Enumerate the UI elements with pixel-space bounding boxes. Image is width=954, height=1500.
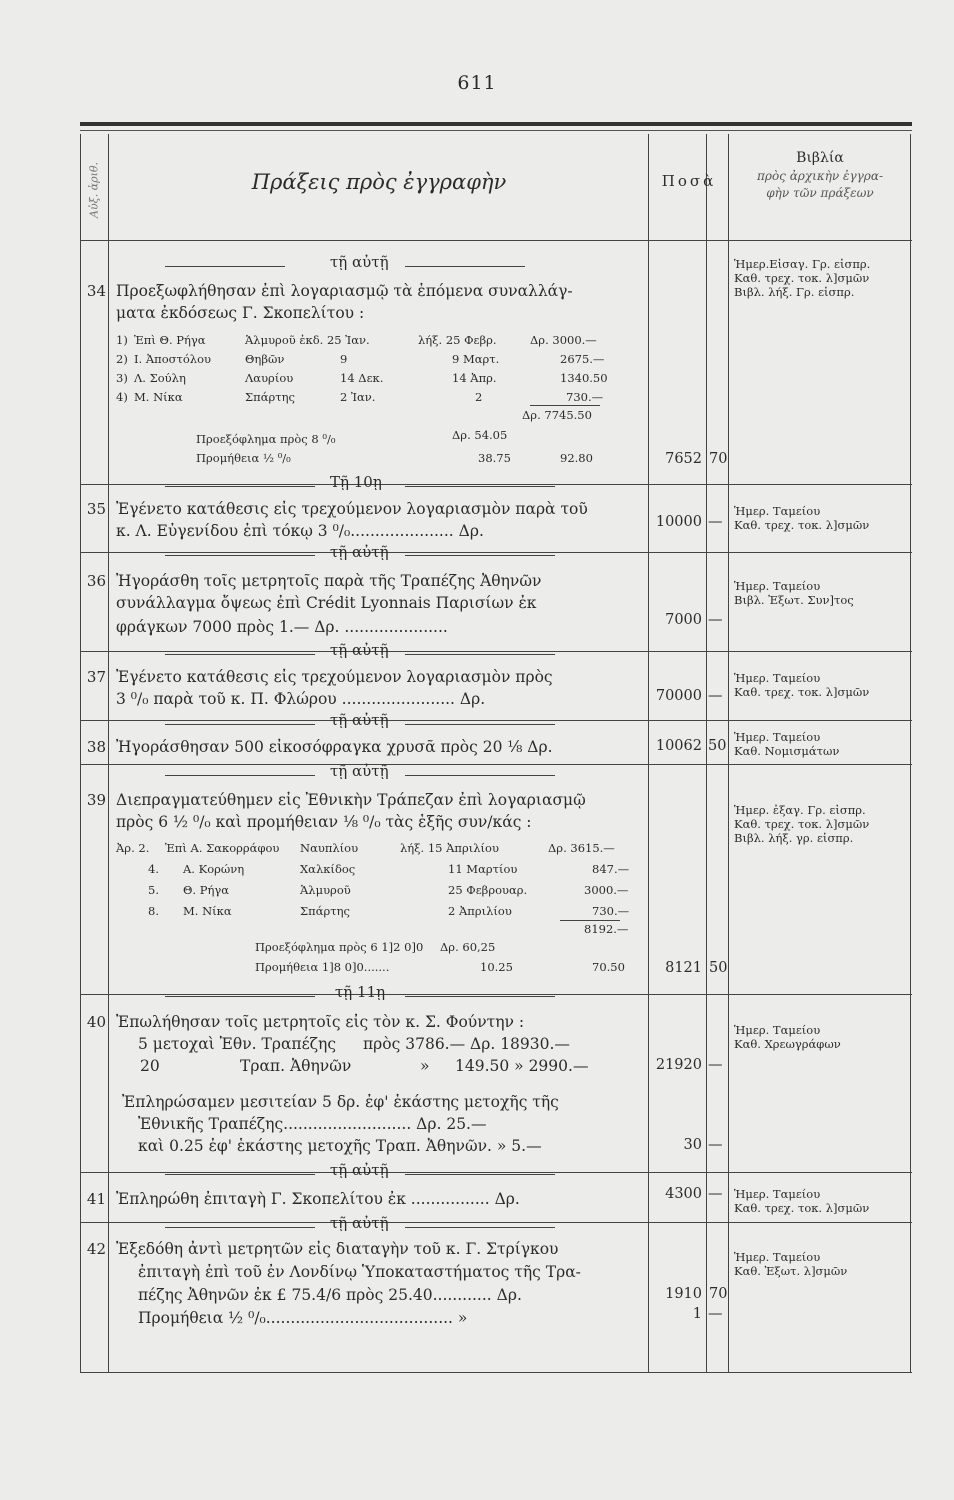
col-divider-cents <box>706 134 707 1372</box>
top-rule-thin <box>80 130 912 131</box>
entry-41-amount: 4300 <box>665 1186 702 1202</box>
header-title: Πράξεις πρὸς ἐγγραφὴν <box>251 170 507 194</box>
entry-34-line1: Προεξωφλήθησαν ἐπὶ λογαριασμῷ τὰ ἑπόμενα συναλλάγ- <box>116 282 573 300</box>
entry-34-number: 34 <box>86 282 106 300</box>
entry-38-date: τῇ αὐτῇ <box>330 711 389 729</box>
entry-38-amount: 10062 <box>655 738 702 754</box>
entry-39-amount: 8121 <box>665 960 702 976</box>
table-bottom-rule <box>80 1372 912 1373</box>
entry-40-amount-2: 30 <box>683 1137 702 1153</box>
entry-35-date: Τῇ 10ῃ <box>330 473 382 491</box>
entry-36-date: τῇ αὐτῇ <box>330 543 389 561</box>
header-books-sub: πρὸς ἀρχικὴν ἐγγρα- φὴν τῶν πράξεων <box>757 169 883 200</box>
entry-41-date: τῇ αὐτῇ <box>330 1161 389 1179</box>
entry-34-date: τῇ αὐτῇ <box>330 253 389 271</box>
entry-42-amount-2: 1 <box>692 1306 702 1322</box>
entry-34-amount: 7652 <box>665 451 702 467</box>
header-amount-col: Ποσὰ <box>661 172 717 190</box>
header-number-col: Αὐξ. ἀριθ. <box>87 162 101 219</box>
entry-36-number: 36 <box>86 572 106 590</box>
entry-40-number: 40 <box>86 1013 106 1031</box>
entry-34-line2: ματα ἐκδόσεως Γ. Σκοπελίτου : <box>116 304 365 322</box>
entry-34-cents: 70 <box>709 451 728 467</box>
top-rule <box>80 122 912 126</box>
col-divider-amount <box>728 134 729 1372</box>
header-books-col: Βιβλία <box>796 150 844 166</box>
entry-41-number: 41 <box>86 1190 106 1208</box>
entry-39-date: τῇ αὐτῇ <box>330 762 389 780</box>
entry-42-amount-1: 1910 <box>665 1286 702 1302</box>
entry-37-amount: 70000 <box>655 688 702 704</box>
entry-37-date: τῇ αὐτῇ <box>330 641 389 659</box>
entry-40-date: τῇ 11ῃ <box>335 983 386 1001</box>
entry-42-number: 42 <box>86 1240 106 1258</box>
entry-38-number: 38 <box>86 738 106 756</box>
page-number: 611 <box>457 72 497 94</box>
entry-40-amount-1: 21920 <box>655 1057 702 1073</box>
entry-37-number: 37 <box>86 668 106 686</box>
col-divider-num <box>108 134 109 1372</box>
border-right <box>910 134 911 1372</box>
entry-39-number: 39 <box>86 791 106 809</box>
entry-35-amount: 10000 <box>655 514 702 530</box>
header-bottom-rule <box>80 240 912 241</box>
entry-39-sum: 8192.— <box>584 922 629 936</box>
entry-42-date: τῇ αὐτῇ <box>330 1214 389 1232</box>
entry-34-sum: Δρ. 7745.50 <box>522 408 592 422</box>
entry-35-number: 35 <box>86 500 106 518</box>
entry-36-amount: 7000 <box>665 612 702 628</box>
col-divider-text <box>648 134 649 1372</box>
